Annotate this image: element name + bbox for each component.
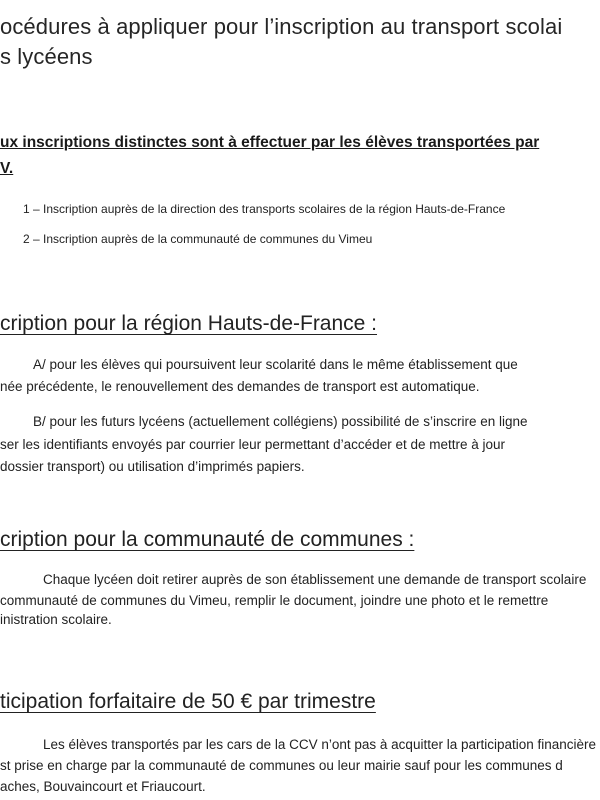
document-title-line-1: océdures à appliquer pour l’inscription au transport scolai bbox=[0, 14, 563, 39]
section-region-para-a-line-1: A/ pour les élèves qui poursuivent leur scolarité dans le même établissement que bbox=[33, 357, 518, 372]
step-1: 1 – Inscription auprès de la direction des transports scolaires de la région Hauts-de-France bbox=[23, 202, 506, 216]
section-region-para-b-line-1: B/ pour les futurs lycéens (actuellement collégiens) possibilité de s’inscrire en ligne bbox=[33, 414, 528, 429]
section-participation-para-line-1: Les élèves transportés par les cars de la CCV n’ont pas à acquitter la participation financière bbox=[43, 737, 597, 752]
section-communaute-para-line-2: communauté de communes du Vimeu, remplir le document, joindre une photo et le remettre bbox=[0, 593, 549, 608]
section-participation-para-line-2: st prise en charge par la communauté de communes ou leur mairie sauf pour les communes d bbox=[0, 758, 563, 773]
section-heading-communaute: cription pour la communauté de communes : bbox=[0, 528, 415, 551]
intro-line-1: ux inscriptions distinctes sont à effectuer par les élèves transportées par bbox=[0, 134, 540, 151]
section-heading-region: cription pour la région Hauts-de-France : bbox=[0, 312, 378, 335]
section-communaute-para-line-3: inistration scolaire. bbox=[0, 612, 112, 627]
section-communaute-para-line-1: Chaque lycéen doit retirer auprès de son établissement une demande de transport scolaire bbox=[43, 572, 587, 587]
section-region-para-b-line-3: dossier transport) ou utilisation d’imprimés papiers. bbox=[0, 459, 305, 474]
step-2: 2 – Inscription auprès de la communauté de communes du Vimeu bbox=[23, 232, 373, 246]
intro-line-2: V. bbox=[0, 160, 14, 177]
section-participation-para-line-3: aches, Bouvaincourt et Friaucourt. bbox=[0, 779, 206, 794]
document-title-line-2: s lycéens bbox=[0, 44, 93, 69]
section-region-para-a-line-2: née précédente, le renouvellement des demandes de transport est automatique. bbox=[0, 379, 480, 394]
section-region-para-b-line-2: ser les identifiants envoyés par courrier leur permettant d’accéder et de mettre à jour bbox=[0, 437, 505, 452]
section-heading-participation: ticipation forfaitaire de 50 € par trimestre bbox=[0, 690, 376, 713]
